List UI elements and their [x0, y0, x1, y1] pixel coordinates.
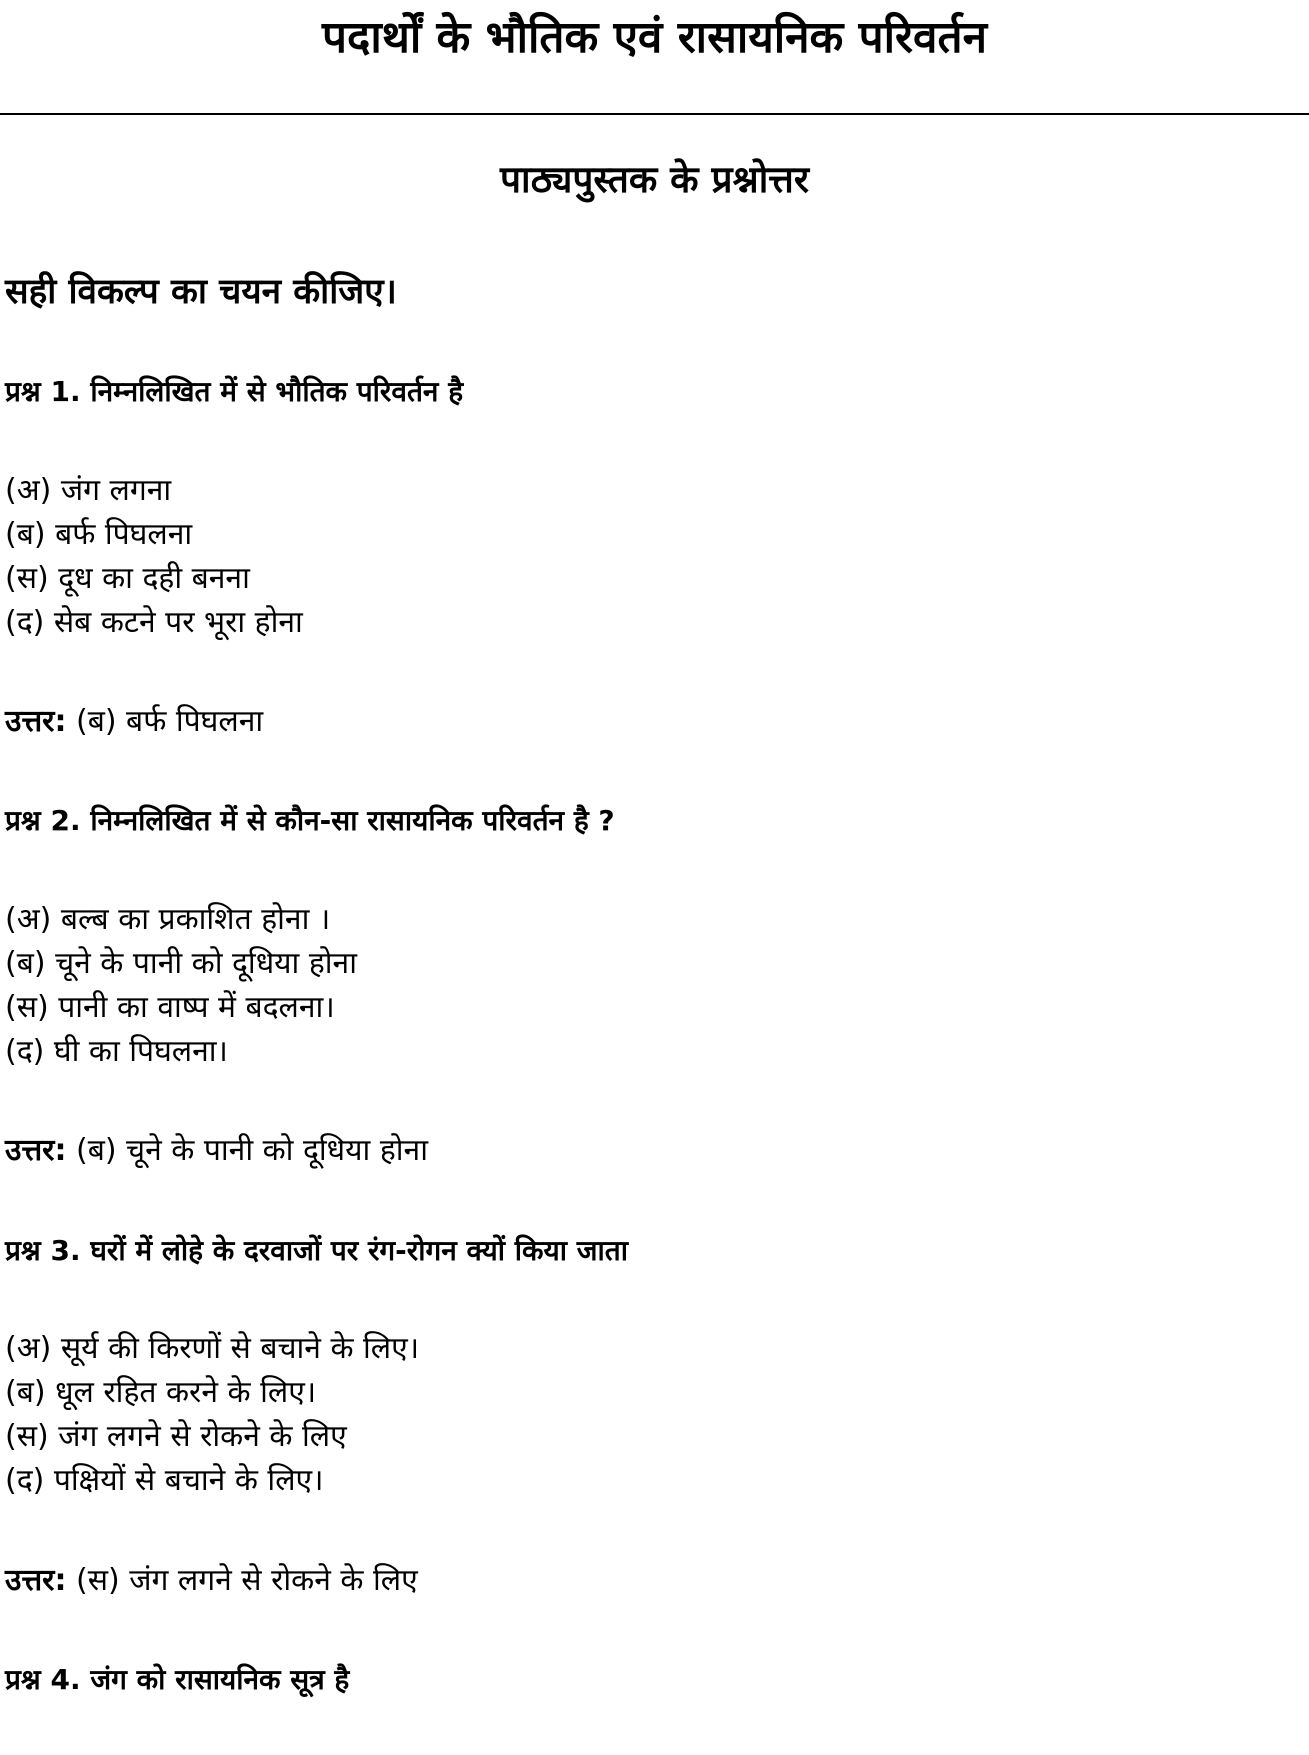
- question-1-options: [5, 469, 303, 645]
- option-item: (द) घी का पिघलना।: [5, 1034, 228, 1069]
- question-3-options: [5, 1327, 419, 1503]
- question-2: प्रश्न 2. निम्नलिखित में से कौन-सा रासायनिक परिवर्तन है ?: [5, 804, 615, 837]
- question-4: प्रश्न 4. जंग को रासायनिक सूत्र है: [5, 1663, 350, 1696]
- question-2-answer: [5, 1129, 428, 1173]
- title-divider: [0, 113, 1309, 115]
- section-subtitle: पाठ्यपुस्तक के प्रश्नोत्तर: [500, 158, 809, 201]
- option-item: (ब) चूने के पानी को दूधिया होना: [5, 946, 357, 981]
- question-1: प्रश्न 1. निम्नलिखित में से भौतिक परिवर्तन है: [5, 375, 464, 408]
- option-item: (अ) जंग लगना: [5, 473, 172, 508]
- question-3: प्रश्न 3. घरों में लोहे के दरवाजों पर रंग-रोगन क्यों किया जाता: [5, 1234, 629, 1267]
- page-title: पदार्थों के भौतिक एवं रासायनिक परिवर्तन: [321, 12, 988, 63]
- answer-text: (ब) बर्फ पिघलना: [75, 704, 264, 739]
- option-item: (अ) सूर्य की किरणों से बचाने के लिए।: [5, 1331, 420, 1366]
- option-item: (स) पानी का वाष्प में बदलना।: [5, 990, 335, 1025]
- option-item: (अ) बल्ब का प्रकाशित होना ।: [5, 902, 331, 937]
- answer-label: उत्तर:: [5, 1563, 67, 1598]
- option-item: (ब) बर्फ पिघलना: [5, 517, 193, 552]
- option-item: (ब) धूल रहित करने के लिए।: [5, 1375, 317, 1410]
- option-item: (स) दूध का दही बनना: [5, 561, 250, 596]
- question-1-answer: [5, 700, 263, 744]
- option-item: (स) जंग लगने से रोकने के लिए: [5, 1419, 347, 1454]
- section-heading: सही विकल्प का चयन कीजिए।: [5, 272, 397, 312]
- answer-label: उत्तर:: [5, 1133, 67, 1168]
- answer-label: उत्तर:: [5, 704, 67, 739]
- option-item: (द) पक्षियों से बचाने के लिए।: [5, 1463, 324, 1498]
- question-2-options: [5, 898, 357, 1074]
- question-3-answer: [5, 1559, 418, 1603]
- answer-text: (ब) चूने के पानी को दूधिया होना: [75, 1133, 428, 1168]
- answer-text: (स) जंग लगने से रोकने के लिए: [75, 1563, 418, 1598]
- option-item: (द) सेब कटने पर भूरा होना: [5, 605, 303, 640]
